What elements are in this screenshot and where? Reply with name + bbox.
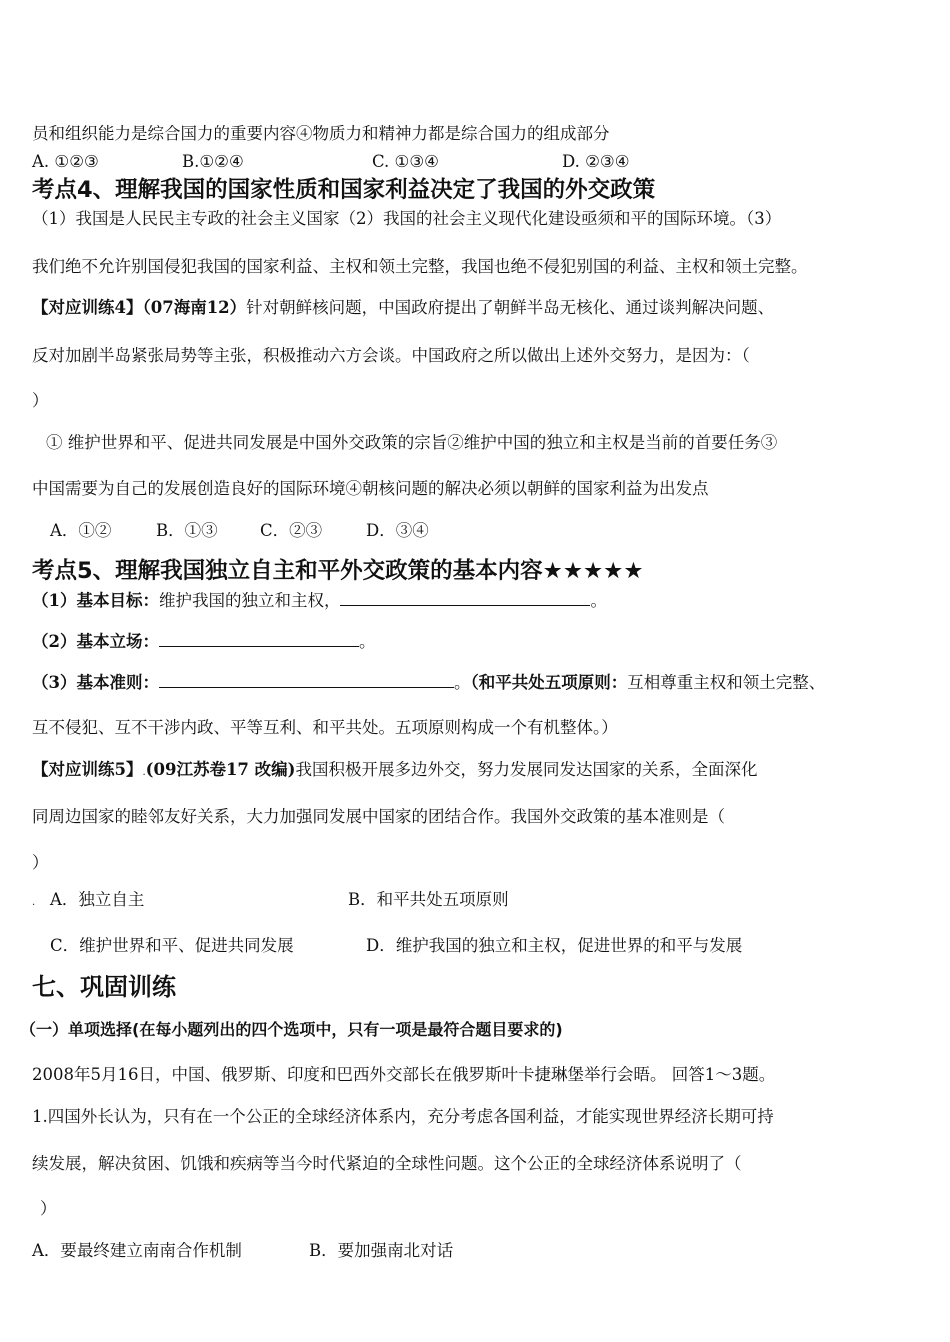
answer-blank[interactable] (159, 672, 454, 688)
question-1-line: 续发展，解决贫困、饥饿和疾病等当今时代紧迫的全球性问题。这个公正的全球经济体系说明了（ (32, 1154, 742, 1173)
paragraph-line: 2008年5月16日，中国、俄罗斯、印度和巴西外交部长在俄罗斯叶卡捷琳堡举行会晤。 回答1～3题。 (32, 1065, 776, 1084)
answer-options (50, 520, 429, 542)
field-label: （2）基本立场： (32, 632, 159, 651)
answer-options-row2 (50, 935, 742, 957)
paragraph-line: ） (32, 853, 49, 872)
exercise-source: （07海南12） (142, 298, 247, 317)
answer-blank[interactable] (159, 631, 359, 647)
section-heading-kp5: 考点5、理解我国独立自主和平外交政策的基本内容★★★★★ (32, 558, 644, 584)
answer-options-row1 (32, 889, 509, 914)
exercise-tag: 【对应训练5】 (32, 760, 143, 779)
section-heading-7: 七、巩固训练 (32, 973, 176, 1001)
field-label: （3）基本准则： (32, 673, 159, 692)
paragraph-line: 同周边国家的睦邻友好关系，大力加强同发展中国家的团结合作。我国外交政策的基本准则是（ (32, 807, 725, 826)
exercise-4-intro (32, 297, 774, 319)
answer-options (32, 151, 630, 173)
option-d: D．维护我国的独立和主权，促进世界的和平与发展 (366, 936, 743, 955)
section-heading-kp4: 考点4、理解我国的国家性质和国家利益决定了我国的外交政策 (32, 177, 656, 203)
option-b: B．要加强南北对话 (309, 1241, 454, 1260)
option-b: B．①③ (156, 521, 218, 540)
field-text: 维护我国的独立和主权， (158, 591, 341, 610)
option-a: A．要最终建立南南合作机制 (32, 1241, 242, 1260)
fill-in-goal (32, 590, 607, 612)
five-principles-text: 互相尊重主权和领土完整、 (627, 673, 826, 692)
exercise-text: 针对朝鲜核问题，中国政府提出了朝鲜半岛无核化、通过谈判解决问题、 (246, 298, 775, 317)
paragraph-line: 互不侵犯、互不干涉内政、平等互利、和平共处。五项原则构成一个有机整体。） (32, 718, 618, 737)
five-principles-label: （和平共处五项原则： (470, 673, 628, 692)
fill-in-principle (32, 672, 825, 694)
option-d: D．③④ (366, 521, 429, 540)
question-1-line: ） (40, 1199, 57, 1218)
dot-mark: . (32, 897, 36, 908)
paragraph-line: 反对加剧半岛紧张局势等主张，积极推动六方会谈。中国政府之所以做出上述外交努力，是因为：（ (32, 346, 750, 365)
paragraph-line: 中国需要为自己的发展创造良好的国际环境④朝核问题的解决必须以朝鲜的国家利益为出发点 (32, 479, 709, 498)
dot-mark: . (142, 767, 146, 778)
answer-options (32, 1240, 453, 1262)
option-c: C．维护世界和平、促进共同发展 (50, 936, 294, 955)
fill-in-stance (32, 631, 375, 653)
answer-blank[interactable] (340, 590, 590, 606)
punct: 。 (590, 591, 607, 610)
option-c: C．②③ (260, 521, 323, 540)
paragraph-line: ① 维护世界和平、促进共同发展是中国外交政策的宗旨②维护中国的独立和主权是当前的首要任务③ (46, 433, 778, 452)
option-a: A．独立自主 (50, 890, 145, 909)
paragraph-line: ） (32, 391, 49, 410)
exercise-5-intro (32, 759, 757, 784)
field-label: （1）基本目标： (32, 591, 159, 610)
option-a: A．①② (50, 521, 112, 540)
exercise-text: 我国积极开展多边外交，努力发展同发达国家的关系，全面深化 (295, 760, 758, 779)
punct: 。 (453, 673, 471, 692)
option-a: A. ①②③ (32, 152, 99, 171)
exercise-source: (09江苏卷17 改编) (145, 760, 296, 779)
option-d: D. ②③④ (562, 152, 630, 171)
option-b: B．和平共处五项原则 (348, 890, 509, 909)
option-b: B.①②④ (182, 152, 244, 171)
option-c: C. ①③④ (372, 152, 439, 171)
exercise-tag: 【对应训练4】 (32, 298, 143, 317)
question-text-line: 员和组织能力是综合国力的重要内容④物质力和精神力都是综合国力的组成部分 (32, 124, 610, 143)
paragraph-line: （1）我国是人民民主专政的社会主义国家（2）我国的社会主义现代化建设亟须和平的国际环境。（3） (32, 209, 782, 228)
punct: 。 (358, 632, 376, 651)
question-1-line: 1.四国外长认为，只有在一个公正的全球经济体系内，充分考虑各国利益，才能实现世界经济长期可持 (32, 1107, 774, 1126)
subsection-heading: （一）单项选择(在每小题列出的四个选项中，只有一项是最符合题目要求的) (20, 1020, 563, 1039)
paragraph-line: 我们绝不允许别国侵犯我国的国家利益、主权和领土完整，我国也绝不侵犯别国的利益、主权和领土完整。 (32, 257, 808, 276)
